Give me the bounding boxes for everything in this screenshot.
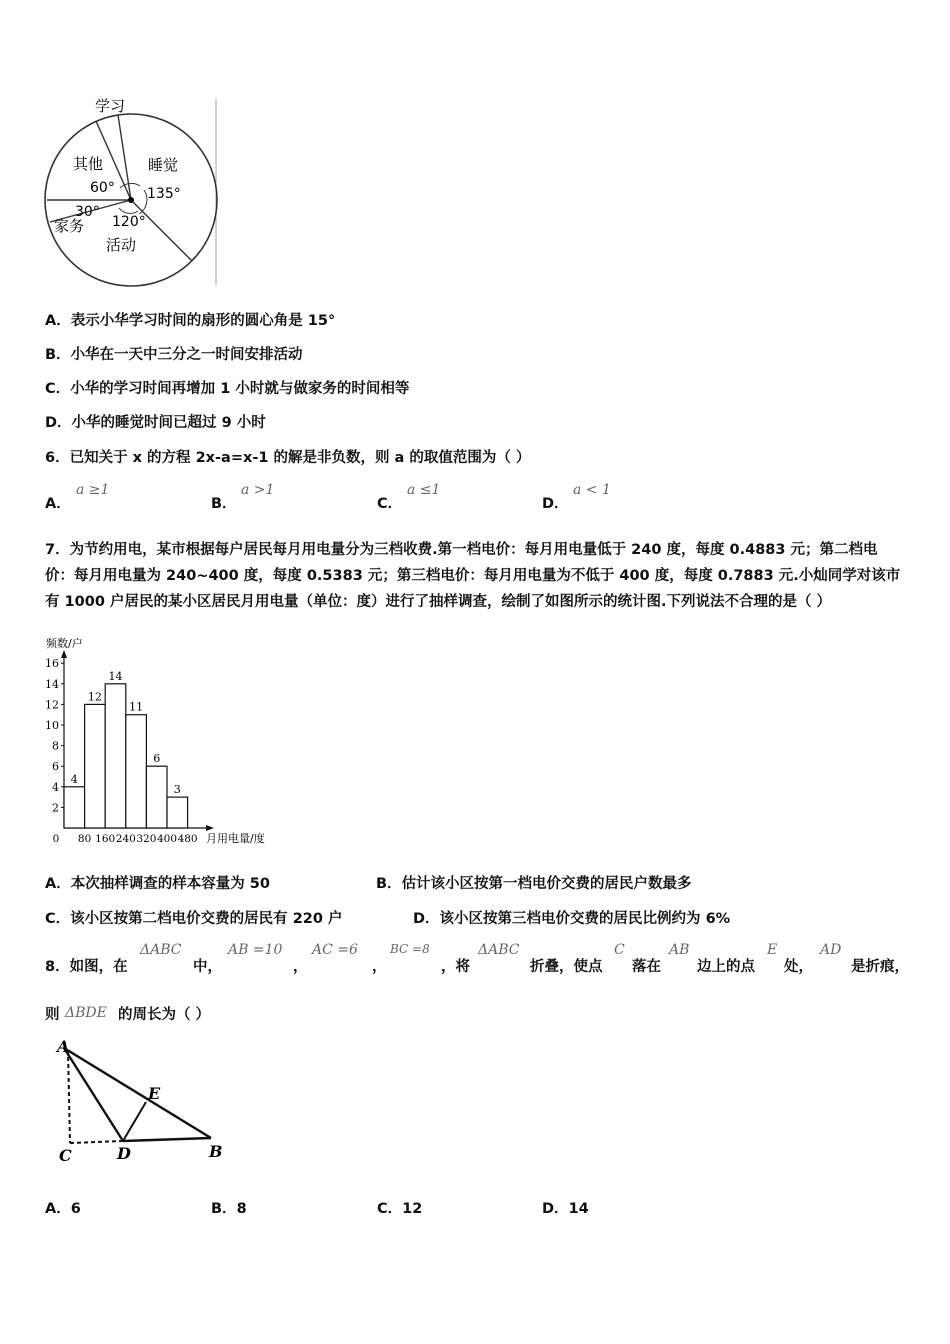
option-text: 8: [236, 1201, 247, 1217]
bar-value-label: 6: [153, 752, 161, 766]
q6-option-a-expr: a ≥1: [76, 482, 110, 498]
point-a: A: [57, 1037, 70, 1056]
bar-value-label: 4: [70, 772, 78, 786]
y-tick-label: 6: [52, 760, 59, 774]
q6-option-b-expr: a >1: [241, 482, 275, 498]
q8-text: ，: [372, 959, 387, 975]
q7-option-d: [413, 909, 730, 929]
option-letter: A．: [45, 313, 71, 329]
q5-option-a: [45, 311, 335, 331]
option-text: 14: [568, 1201, 589, 1217]
y-tick-label: 2: [52, 801, 59, 815]
option-text: 小华的睡觉时间已超过 9 小时: [71, 415, 266, 431]
angle-arc: [119, 208, 138, 213]
q6-option-b: B．: [211, 496, 237, 512]
y-tick-label: 10: [45, 719, 59, 732]
angle-other: 60°: [90, 180, 115, 196]
pie-center: [128, 197, 134, 203]
histogram-bar: [85, 704, 106, 828]
option-letter: C．: [45, 381, 71, 397]
label-other: 其他: [73, 155, 104, 173]
point-d: D: [117, 1144, 131, 1163]
q5-option-d: [45, 413, 266, 433]
q6-option-c-expr: a ≤1: [407, 482, 441, 498]
math-ac: AC =6: [312, 942, 358, 958]
point-c: C: [59, 1146, 72, 1165]
q7-stem: 7．为节约用电，某市根据每户居民每月用电量分为三档收费.第一档电价：每月用电量低于 240 度，每度 0.4883 元；第二档电价：每月用电量为 240~400 度，每度 0.5383 元；第三档电价：每月用电量为不低于 400 度，每度 0.7883 元.小灿同学对该市有 1000 户居民的某小区居民月用电量（单位：度）进行了抽样调查，绘制了如图所示的统计图.下列说法不合理的是（ ）: [45, 542, 901, 610]
option-letter: A．: [45, 876, 71, 892]
triangle-figure: [45, 1035, 235, 1170]
option-text: 小华在一天中三分之一时间安排活动: [70, 347, 303, 363]
histogram-bar: [146, 766, 167, 828]
math-triangle-bde: ΔBDE: [65, 1005, 107, 1021]
q8-text: 中，: [193, 959, 222, 975]
y-tick-label: 16: [45, 657, 59, 671]
q5-option-b: [45, 345, 303, 365]
option-letter: D．: [542, 1201, 569, 1217]
bar-value-label: 14: [108, 669, 123, 683]
histogram-bar: [64, 787, 85, 828]
q7-option-a: [45, 874, 270, 894]
math-e: E: [767, 942, 778, 958]
y-tick-label: 14: [45, 677, 59, 691]
option-letter: B．: [211, 1201, 237, 1217]
q6-option-a: A．: [45, 496, 71, 512]
option-text: 估计该小区按第一档电价交费的居民户数最多: [401, 876, 692, 892]
option-text: 该小区按第三档电价交费的居民比例约为 6%: [439, 911, 731, 927]
math-ab: AB =10: [228, 942, 283, 958]
x-tick-label: 80: [77, 833, 92, 845]
histogram-bar: [126, 715, 147, 828]
q7-option-b: [376, 874, 692, 894]
q8-option-b: [211, 1199, 247, 1219]
q8-text: ，: [293, 959, 308, 975]
q6-option-d: D．: [542, 496, 569, 512]
option-letter: A．: [45, 1201, 71, 1217]
pie-divider: [118, 115, 131, 200]
option-text: 小华的学习时间再增加 1 小时就与做家务的时间相等: [70, 381, 410, 397]
pie-chart: [40, 95, 225, 290]
pie-divider: [131, 200, 192, 261]
math-bc: BC =8: [390, 942, 430, 956]
q8-text: 是折痕，: [851, 959, 909, 975]
point-b: B: [209, 1142, 223, 1161]
q8-text: 落在: [632, 959, 661, 975]
angle-sleep: 135°: [147, 186, 181, 202]
option-letter: D．: [45, 415, 72, 431]
option-text: 该小区按第二档电价交费的居民有 220 户: [70, 911, 343, 927]
segment-db: [123, 1138, 211, 1141]
segment-cd-dashed: [70, 1141, 123, 1143]
math-ab-seg: AB: [669, 942, 690, 958]
segment-ab: [64, 1048, 211, 1138]
q8-option-c: [377, 1199, 422, 1219]
q8-text: 折叠，使点: [530, 959, 603, 975]
x-tick-label: 320: [136, 833, 157, 845]
histogram: [40, 635, 290, 850]
option-letter: C．: [45, 911, 71, 927]
angle-arc: [139, 190, 147, 214]
q5-option-c: [45, 379, 409, 399]
math-triangle-abc: ΔABC: [140, 942, 182, 958]
option-letter: B．: [376, 876, 402, 892]
q7-option-c: [45, 909, 343, 929]
q8-option-d: [542, 1199, 589, 1219]
bar-value-label: 11: [129, 700, 144, 714]
histogram-bar: [105, 684, 126, 828]
q8-text: 边上的点: [697, 959, 755, 975]
q6-option-c: C．: [377, 496, 403, 512]
x-axis-arrow: [206, 825, 214, 831]
label-study: 学习: [95, 97, 126, 115]
histogram-bar: [167, 797, 188, 828]
x-tick-label: 160: [95, 833, 116, 845]
option-letter: B．: [45, 347, 71, 363]
math-ad: AD: [820, 942, 842, 958]
bar-value-label: 12: [87, 690, 102, 704]
point-e: E: [148, 1084, 161, 1103]
q8-text: 则: [45, 1007, 60, 1023]
angle-housework: 30°: [75, 204, 100, 220]
segment-ac-dashed: [68, 1050, 70, 1143]
label-sleep: 睡觉: [148, 156, 179, 174]
y-axis-label: 频数/户: [46, 637, 83, 650]
x-tick-label: 400: [156, 833, 178, 845]
option-text: 12: [402, 1201, 423, 1217]
option-letter: D．: [413, 911, 440, 927]
segment-de: [123, 1102, 146, 1141]
x-tick-label: 480: [177, 833, 198, 845]
option-letter: C．: [377, 1201, 403, 1217]
option-text: 表示小华学习时间的扇形的圆心角是 15°: [70, 313, 336, 329]
label-activity: 活动: [106, 236, 137, 254]
option-text: 6: [70, 1201, 81, 1217]
y-tick-label: 12: [45, 698, 59, 712]
math-c: C: [614, 942, 625, 958]
segment-ad: [64, 1048, 123, 1141]
y-tick-label: 4: [52, 780, 59, 794]
q8-text: 的周长为（ ）: [118, 1007, 211, 1023]
q6-option-d-expr: a < 1: [573, 482, 611, 498]
bar-value-label: 3: [173, 783, 181, 797]
y-tick-label: 8: [52, 739, 59, 753]
x-tick-label: 0: [52, 833, 60, 845]
option-text: 本次抽样调查的样本容量为 50: [70, 876, 270, 892]
x-tick-label: 240: [115, 833, 136, 845]
q8-option-a: [45, 1199, 81, 1219]
angle-activity: 120°: [112, 214, 146, 230]
math-triangle-abc: ΔABC: [478, 942, 520, 958]
label-housework: 家务: [54, 217, 85, 235]
x-axis-label: 月用电量/度: [206, 832, 265, 845]
q6-stem: 6．已知关于 x 的方程 2x-a=x-1 的解是非负数，则 a 的取值范围为（ ）: [45, 450, 531, 466]
angle-arc: [120, 183, 140, 188]
q8-text: ，将: [441, 959, 470, 975]
y-axis-arrow: [61, 650, 67, 658]
q8-num: 8．如图，在: [45, 959, 128, 975]
q8-text: 处，: [784, 959, 813, 975]
